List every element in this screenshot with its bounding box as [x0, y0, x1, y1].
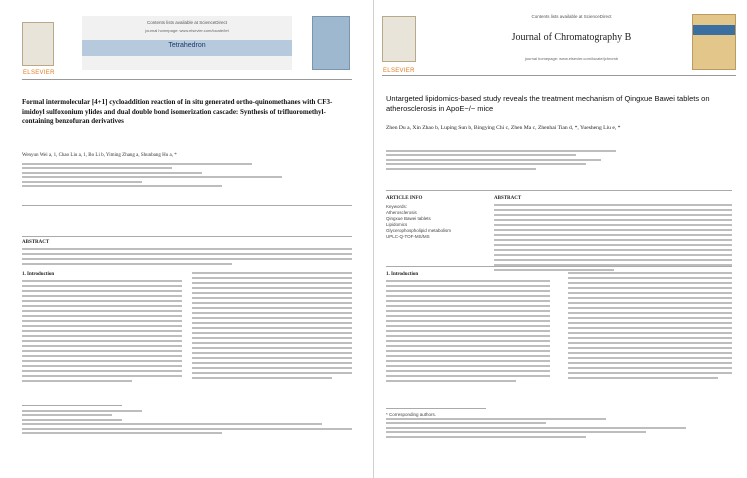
- footnote-rule: [22, 405, 122, 406]
- rule: [22, 205, 352, 206]
- abstract-heading: ABSTRACT: [22, 240, 50, 245]
- abstract-block: [22, 240, 352, 268]
- article-title: Untargeted lipidomics-based study reveals the treatment mechanism of Qingxue Bawei tablets on atherosclerosis in ApoE−/− mice: [386, 94, 710, 113]
- body-column-left: [22, 272, 182, 385]
- journal-name: Tetrahedron: [168, 42, 206, 49]
- journal-banner-box: [464, 12, 679, 72]
- keyword-item: UPLC-Q-TOF-MS/MS: [386, 234, 430, 239]
- keyword-item: Qingxue Bawei tablets: [386, 216, 431, 221]
- abstract-block: [494, 196, 732, 274]
- keyword-item: Lipidomics: [386, 222, 408, 227]
- rule: [386, 266, 732, 267]
- keywords-heading: Keywords:: [386, 204, 408, 209]
- journal-name: Journal of Chromatography B: [511, 32, 632, 43]
- publisher-label: ELSEVIER: [383, 68, 415, 74]
- journal-banner-box: [82, 16, 292, 70]
- body-column-right: [568, 272, 732, 382]
- journal-header: [22, 12, 352, 80]
- footnote-rule: [386, 408, 486, 409]
- affiliations: [22, 163, 342, 189]
- journal-cover-thumbnail: [692, 14, 736, 70]
- elsevier-tree-logo: [382, 16, 416, 74]
- keyword-item: Glycerophospholipid metabolism: [386, 228, 452, 233]
- article-title: Formal intermolecular [4+1] cycloaddition reaction of in situ generated ortho-quinomethanes with CF3-imidoyl sulfoxonium ylides and dual double bond isomerization cascade: Synthesis of trifluoromethyl-containing benzofuran derivatives: [22, 98, 333, 125]
- affiliations: [386, 150, 636, 172]
- cover-band: [693, 25, 735, 35]
- article-info: [386, 196, 484, 240]
- right-article-page: [374, 0, 747, 478]
- elsevier-tree-logo: [22, 22, 55, 76]
- footnotes: [386, 412, 732, 440]
- corresponding-note: * Corresponding authors.: [386, 412, 437, 417]
- contents-line: Contents lists available at ScienceDirect: [146, 20, 228, 25]
- body-column-right: [192, 272, 352, 382]
- article-authors: Wenyun Wei a, 1, Chao Liu a, 1, Bo Li b, Yiming Zhang a, Shunbang Hu a, *: [22, 153, 177, 158]
- article-info-heading: ARTICLE INFO: [386, 196, 423, 201]
- article-authors: Zhen Du a, Xin Zhao b, Luping Sun b, Bingying Chi c, Zhen Ma c, Zhenhai Tian d, *, Yuesheng Liu e, *: [386, 125, 621, 131]
- left-article-page: [0, 0, 373, 478]
- publisher-label: ELSEVIER: [23, 70, 55, 76]
- contents-line: Contents lists available at ScienceDirect: [531, 14, 612, 19]
- rule: [386, 190, 732, 191]
- journal-homepage: journal homepage: www.elsevier.com/locate/tet: [145, 28, 229, 33]
- journal-cover-thumbnail: [312, 16, 350, 70]
- body-column-left: [386, 272, 550, 385]
- rule: [22, 236, 352, 237]
- abstract-heading: ABSTRACT: [494, 196, 522, 201]
- journal-homepage: journal homepage: www.elsevier.com/locate/jchromb: [524, 56, 619, 61]
- keyword-item: Atherosclerosis: [386, 210, 417, 215]
- journal-header: [382, 10, 736, 76]
- intro-heading: 1. Introduction: [22, 272, 55, 277]
- intro-heading: 1. Introduction: [386, 272, 419, 277]
- footnotes: [22, 410, 352, 436]
